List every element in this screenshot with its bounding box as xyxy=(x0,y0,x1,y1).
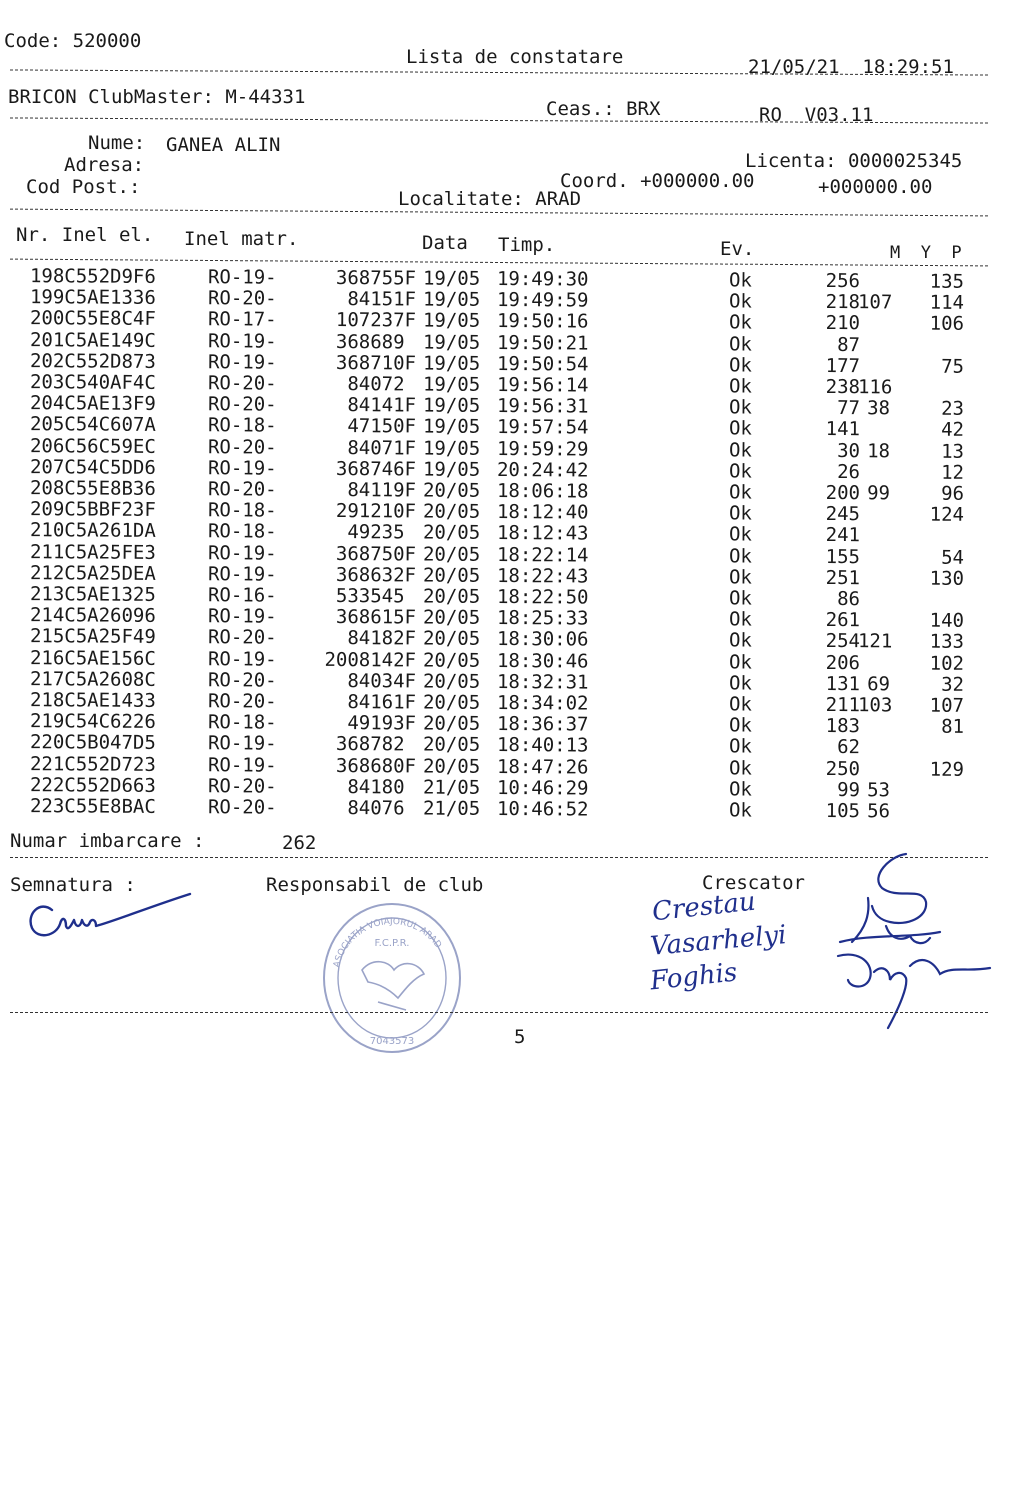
signature-left xyxy=(22,888,202,948)
ring-prefix: RO-19- xyxy=(207,351,277,374)
ring-prefix: RO-19- xyxy=(207,753,277,777)
event-status: Ok xyxy=(728,438,752,462)
event-status: Ok xyxy=(728,502,752,525)
arrival-time: 19:59:29 xyxy=(496,437,589,461)
value-m: 245 xyxy=(825,503,861,526)
ring-id: 215C5A25F49 xyxy=(29,625,156,649)
arrival-date: 19/05 xyxy=(422,288,481,312)
ring-id: 205C54C607A xyxy=(29,413,156,437)
arrival-date: 20/05 xyxy=(422,543,481,566)
event-status: Ok xyxy=(728,756,752,780)
boarding-label: Numar imbarcare : xyxy=(10,830,205,852)
ring-number: 368746F xyxy=(335,457,417,481)
ring-prefix: RO-18- xyxy=(207,711,277,734)
col-header-nr: Nr. Inel el. xyxy=(16,224,154,246)
handwritten-name-3: Foghis xyxy=(648,957,739,997)
col-header-time: Timp. xyxy=(498,234,556,256)
value-p: 130 xyxy=(929,567,965,590)
event-status: Ok xyxy=(728,396,752,419)
value-m: 210 xyxy=(825,312,861,335)
ring-id: 216C5AE156C xyxy=(29,646,156,670)
arrival-time: 18:47:26 xyxy=(496,755,589,779)
value-p: 42 xyxy=(941,419,965,442)
value-p: 12 xyxy=(941,461,965,484)
arrival-time: 18:22:50 xyxy=(496,585,589,609)
event-status: Ok xyxy=(728,693,752,716)
ring-id: 207C54C5DD6 xyxy=(29,455,156,479)
event-status: Ok xyxy=(728,460,752,483)
event-status: Ok xyxy=(728,629,752,652)
event-status: Ok xyxy=(728,544,752,568)
event-status: Ok xyxy=(728,354,752,377)
club-responsible-label: Responsabil de club xyxy=(266,874,484,896)
stamp-bottom-text: 7043573 xyxy=(369,1036,415,1047)
value-m: 155 xyxy=(825,545,861,568)
value-m: 183 xyxy=(825,715,861,738)
value-p: 32 xyxy=(941,673,965,696)
arrival-date: 19/05 xyxy=(422,352,481,375)
arrival-date: 19/05 xyxy=(422,331,481,354)
value-m: 206 xyxy=(825,651,861,674)
ring-prefix: RO-19- xyxy=(207,732,277,756)
address-label: Adresa: xyxy=(64,154,145,176)
stamp-top-text: ASOCIATIA VOIAJORUL ARAD xyxy=(332,916,444,969)
arrival-time: 10:46:52 xyxy=(496,797,589,821)
arrival-date: 20/05 xyxy=(422,670,481,693)
event-status: Ok xyxy=(728,566,752,589)
value-p: 106 xyxy=(929,313,965,336)
document-title: Lista de constatare xyxy=(406,46,624,68)
ring-id: 210C5A261DA xyxy=(29,519,156,543)
ring-id: 219C54C6226 xyxy=(29,710,156,734)
arrival-date: 19/05 xyxy=(422,373,481,396)
arrival-time: 18:30:46 xyxy=(496,649,589,673)
event-status: Ok xyxy=(728,587,752,610)
arrival-date: 19/05 xyxy=(422,437,481,460)
ring-number: 84076 xyxy=(347,797,417,820)
ring-prefix: RO-19- xyxy=(207,457,277,480)
ring-number: 84141F xyxy=(347,394,417,417)
arrival-date: 20/05 xyxy=(422,649,481,672)
col-header-date: Data xyxy=(422,232,468,254)
arrival-date: 19/05 xyxy=(422,309,481,333)
handwritten-name-1: Crestau xyxy=(650,886,758,928)
ring-prefix: RO-20- xyxy=(207,287,277,310)
ring-id: 198C552D9F6 xyxy=(29,265,156,288)
ring-number: 49235 xyxy=(347,521,417,544)
arrival-date: 20/05 xyxy=(422,733,481,757)
arrival-date: 19/05 xyxy=(422,415,481,439)
print-datetime: 21/05/21 18:29:51 xyxy=(748,56,954,78)
value-m: 177 xyxy=(825,354,861,377)
arrival-time: 19:49:30 xyxy=(496,267,589,291)
value-p: 114 xyxy=(929,291,965,315)
signature-right xyxy=(830,846,994,1032)
postcode-label: Cod Post.: xyxy=(26,176,141,198)
ring-prefix: RO-19- xyxy=(207,563,277,586)
value-m: 254 xyxy=(825,630,861,653)
value-p: 124 xyxy=(929,503,965,527)
ring-number: 368615F xyxy=(335,606,417,629)
value-m: 211 xyxy=(825,693,861,717)
ring-number: 368750F xyxy=(335,542,417,566)
arrival-date: 21/05 xyxy=(422,776,481,799)
value-m: 105 xyxy=(825,799,861,823)
event-status: Ok xyxy=(728,290,752,313)
value-m: 261 xyxy=(825,609,861,632)
ring-number: 84072 xyxy=(347,373,417,396)
arrival-date: 20/05 xyxy=(422,755,481,778)
page-number: 5 xyxy=(514,1026,526,1048)
value-m: 241 xyxy=(825,524,861,547)
arrival-time: 18:36:37 xyxy=(496,713,589,736)
ring-number: 368782 xyxy=(335,733,417,756)
arrival-time: 18:06:18 xyxy=(496,479,589,503)
value-p: 133 xyxy=(929,631,965,654)
stamp-middle-text: F.C.P.R. xyxy=(374,938,410,949)
arrival-time: 19:57:54 xyxy=(496,416,589,439)
arrival-time: 19:56:14 xyxy=(496,373,589,397)
ring-number: 368689 xyxy=(335,330,417,354)
value-p: 75 xyxy=(941,355,965,378)
event-status: Ok xyxy=(728,608,752,631)
arrival-time: 19:49:59 xyxy=(496,289,589,312)
event-status: Ok xyxy=(728,332,752,356)
ring-number: 533545 xyxy=(335,584,417,608)
event-status: Ok xyxy=(728,650,752,674)
value-m: 218 xyxy=(825,291,861,314)
ring-number: 291210F xyxy=(335,500,417,523)
ring-id: 211C5A25FE3 xyxy=(29,540,156,564)
ring-id: 203C540AF4C xyxy=(29,371,156,394)
event-status: Ok xyxy=(728,311,752,334)
event-status: Ok xyxy=(728,714,752,737)
value-m: 87 xyxy=(837,333,861,356)
ring-id: 222C552D663 xyxy=(29,773,156,797)
ring-id: 200C55E8C4F xyxy=(29,307,156,331)
value-y: 103 xyxy=(857,694,893,717)
locality: Localitate: ARAD xyxy=(398,188,582,210)
ring-prefix: RO-19- xyxy=(207,647,277,671)
arrival-date: 20/05 xyxy=(422,606,481,630)
arrival-time: 19:56:31 xyxy=(496,395,589,418)
signature-label: Semnatura : xyxy=(10,874,136,896)
value-y: 53 xyxy=(867,779,891,802)
ring-number: 84034F xyxy=(347,669,417,693)
ring-id: 217C5A2608C xyxy=(29,667,156,691)
ring-id: 214C5A26096 xyxy=(29,604,156,628)
value-y: 116 xyxy=(857,376,893,399)
ring-number: 368680F xyxy=(335,754,417,778)
ring-prefix: RO-19- xyxy=(207,605,277,628)
value-y: 121 xyxy=(857,630,893,653)
value-m: 200 xyxy=(825,481,861,505)
ring-prefix: RO-20- xyxy=(207,372,277,395)
ring-prefix: RO-20- xyxy=(207,393,277,416)
arrival-date: 19/05 xyxy=(422,394,481,418)
value-m: 26 xyxy=(837,460,861,483)
ring-prefix: RO-20- xyxy=(207,796,277,819)
ring-number: 84151F xyxy=(347,288,417,311)
arrival-time: 18:22:43 xyxy=(496,564,589,588)
divider xyxy=(10,1012,988,1013)
fancier-name: GANEA ALIN xyxy=(166,134,281,156)
arrival-time: 18:34:02 xyxy=(496,691,589,715)
arrival-date: 20/05 xyxy=(422,585,481,608)
ring-number: 84182F xyxy=(347,627,417,650)
event-status: Ok xyxy=(728,799,752,822)
arrival-time: 19:50:16 xyxy=(496,310,589,333)
coordinates-2: +000000.00 xyxy=(818,176,933,198)
event-status: Ok xyxy=(728,481,752,504)
arrival-time: 18:30:06 xyxy=(496,628,589,651)
value-p: 107 xyxy=(929,694,965,717)
value-p: 54 xyxy=(941,546,965,569)
ring-number: 107237F xyxy=(335,309,417,332)
arrival-time: 19:50:21 xyxy=(496,331,589,355)
value-y: 107 xyxy=(857,291,893,314)
value-y: 18 xyxy=(867,439,891,462)
value-p: 140 xyxy=(929,609,965,633)
ring-number: 84071F xyxy=(347,436,417,460)
col-header-ev: Ev. xyxy=(720,238,755,260)
name-label: Nume: xyxy=(88,132,146,154)
ring-prefix: RO-17- xyxy=(207,308,277,332)
col-header-myp: M Y P xyxy=(890,243,962,263)
value-m: 251 xyxy=(825,566,861,589)
licence-number: Licenta: 0000025345 xyxy=(745,150,963,172)
breeder-label: Crescator xyxy=(702,872,805,894)
ring-prefix: RO-19- xyxy=(207,266,277,289)
arrival-date: 21/05 xyxy=(422,797,481,820)
boarding-count: 262 xyxy=(282,832,317,854)
coordinates: Coord. +000000.00 xyxy=(560,170,755,192)
ring-number: 368710F xyxy=(335,351,417,375)
ring-id: 218C5AE1433 xyxy=(29,689,156,712)
ring-number: 84180 xyxy=(347,775,417,799)
arrival-time: 18:12:43 xyxy=(496,522,589,545)
event-status: Ok xyxy=(728,672,752,695)
ring-id: 208C55E8B36 xyxy=(29,477,156,500)
arrival-date: 20/05 xyxy=(422,712,481,736)
ring-id: 209C5BBF23F xyxy=(29,498,156,522)
ring-prefix: RO-20- xyxy=(207,690,277,713)
club-master: BRICON ClubMaster: M-44331 xyxy=(8,86,306,108)
event-status: Ok xyxy=(728,778,752,801)
ring-prefix: RO-20- xyxy=(207,626,277,650)
arrival-date: 20/05 xyxy=(422,564,481,587)
value-y: 56 xyxy=(867,800,891,823)
value-m: 256 xyxy=(825,269,861,293)
ring-id: 213C5AE1325 xyxy=(29,583,156,606)
value-m: 86 xyxy=(837,588,861,611)
ring-id: 204C5AE13F9 xyxy=(29,392,156,416)
value-p: 102 xyxy=(929,652,965,675)
arrival-time: 10:46:29 xyxy=(496,776,589,800)
arrival-date: 19/05 xyxy=(422,267,481,290)
value-y: 69 xyxy=(867,673,891,696)
arrival-date: 20/05 xyxy=(422,691,481,714)
ring-prefix: RO-18- xyxy=(207,520,277,544)
ring-prefix: RO-18- xyxy=(207,499,277,522)
value-p: 135 xyxy=(929,270,965,293)
ring-number: 84161F xyxy=(347,691,417,714)
code-label: Code: 520000 xyxy=(4,30,142,52)
arrival-time: 18:32:31 xyxy=(496,670,589,694)
ring-number: 2008142F xyxy=(324,648,417,672)
value-m: 238 xyxy=(825,375,861,399)
ring-id: 221C552D723 xyxy=(29,752,156,776)
ring-number: 49193F xyxy=(347,712,417,735)
event-status: Ok xyxy=(728,735,752,758)
arrival-time: 18:40:13 xyxy=(496,734,589,757)
ring-id: 201C5AE149C xyxy=(29,328,156,352)
ring-id: 206C56C59EC xyxy=(29,434,156,458)
ring-id: 199C5AE1336 xyxy=(29,286,156,310)
value-m: 250 xyxy=(825,757,861,780)
value-p: 96 xyxy=(941,482,965,505)
ring-number: 368632F xyxy=(335,563,417,587)
value-y: 99 xyxy=(867,482,891,505)
value-m: 99 xyxy=(837,778,861,801)
ring-prefix: RO-20- xyxy=(207,669,277,692)
arrival-date: 19/05 xyxy=(422,458,481,481)
ring-id: 223C55E8BAC xyxy=(29,795,156,818)
ring-prefix: RO-18- xyxy=(207,414,277,438)
ring-prefix: RO-20- xyxy=(207,775,277,798)
ring-number: 47150F xyxy=(347,415,417,438)
arrival-date: 20/05 xyxy=(422,479,481,502)
event-status: Ok xyxy=(728,417,752,440)
ring-prefix: RO-19- xyxy=(207,541,277,565)
version-label: RO V03.11 xyxy=(759,104,874,126)
ring-number: 84119F xyxy=(347,479,417,502)
value-p: 129 xyxy=(929,758,965,781)
arrival-time: 18:25:33 xyxy=(496,607,589,630)
arrival-date: 20/05 xyxy=(422,521,481,545)
ring-prefix: RO-20- xyxy=(207,478,277,501)
ring-id: 202C552D873 xyxy=(29,349,156,373)
col-header-ring: Inel matr. xyxy=(184,228,299,250)
value-p: 13 xyxy=(941,440,965,463)
value-p: 23 xyxy=(941,397,965,421)
arrival-time: 19:50:54 xyxy=(496,352,589,376)
arrival-date: 20/05 xyxy=(422,500,481,524)
value-m: 30 xyxy=(837,439,861,462)
ring-number: 368755F xyxy=(335,266,417,290)
ring-prefix: RO-20- xyxy=(207,435,277,459)
table-row xyxy=(0,795,1000,823)
value-p: 81 xyxy=(941,715,965,739)
value-m: 141 xyxy=(825,418,861,441)
arrival-time: 18:22:14 xyxy=(496,543,589,567)
event-status: Ok xyxy=(728,269,752,292)
value-m: 131 xyxy=(825,672,861,695)
ring-prefix: RO-16- xyxy=(207,584,277,607)
clock-id: Ceas.: BRX xyxy=(546,98,661,120)
value-m: 62 xyxy=(837,736,861,759)
ring-prefix: RO-19- xyxy=(207,329,277,353)
ring-id: 212C5A25DEA xyxy=(29,561,156,585)
club-stamp xyxy=(318,898,466,1058)
ring-id: 220C5B047D5 xyxy=(29,731,156,755)
handwritten-name-2: Vasarhelyi xyxy=(648,920,788,962)
value-m: 77 xyxy=(837,397,861,420)
arrival-time: 18:12:40 xyxy=(496,501,589,524)
event-status: Ok xyxy=(728,375,752,398)
event-status: Ok xyxy=(728,523,752,546)
arrival-time: 20:24:42 xyxy=(496,458,589,482)
value-y: 38 xyxy=(867,397,891,420)
arrival-date: 20/05 xyxy=(422,627,481,651)
